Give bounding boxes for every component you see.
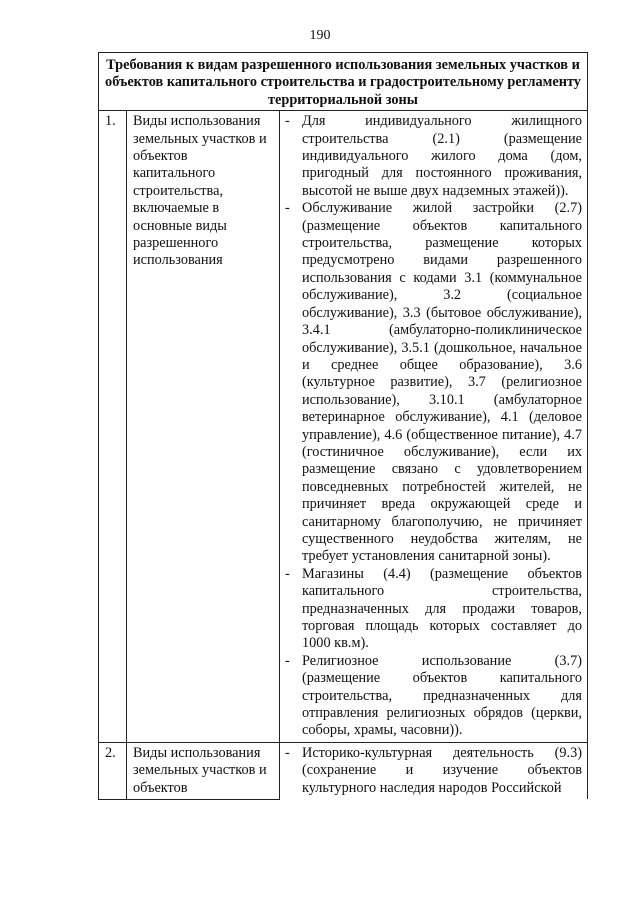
list-dash: - xyxy=(285,565,290,582)
table-title: Требования к видам разрешенного использования земельных участков и объектов капитального строительства и градостроительному регламенту территориальной зоны xyxy=(99,53,588,111)
list-item xyxy=(284,200,582,566)
table-row xyxy=(99,742,588,799)
list-dash: - xyxy=(285,200,290,217)
permitted-uses-list xyxy=(284,113,582,740)
list-dash: - xyxy=(285,113,290,130)
list-item xyxy=(284,566,582,653)
list-item-text: Обслуживание жилой застройки (2.7) (размещение объектов капитального строительства, размещение которых предусмотрено видами разрешенного использования с кодами 3.1 (коммунальное обслуживание), 3.2 (социальное обслуживание), 3.3 (бытовое обслуживание), 3.4.1 (амбулаторно-поликлиническое обслуживание), 3.5.1 (дошкольное, начальное и среднее общее образование), 3.6 (культурное развитие), 3.7 (религиозное использование), 3.10.1 (амбулаторное ветеринарное обслуживание), 4.1 (деловое управление), 4.6 (общественное питание), 4.7 (гостиничное обслуживание), если их размещение связано с удовлетворением повседневных потребностей жителей, не причиняет вреда окружающей среде и санитарному благополучию, не причиняет существенного неудобства жителям, не требует установления санитарной зоны). xyxy=(302,200,582,565)
list-item-text: Религиозное использование (3.7) (размещение объектов капитального строительства, предназначенных для отправления религиозных обрядов (церкви, соборы, храмы, часовни)). xyxy=(302,652,582,739)
row-number: 1. xyxy=(99,111,127,743)
permitted-uses-cell xyxy=(280,111,588,743)
row-number: 2. xyxy=(99,742,127,799)
list-item-text: Магазины (4.4) (размещение объектов капитального строительства, предназначенных для продажи товаров, торговая площадь которых составляет до 1000 кв.м). xyxy=(302,565,582,652)
list-item xyxy=(284,113,582,200)
list-item xyxy=(284,745,582,797)
land-use-requirements-table xyxy=(98,52,588,800)
page-number: 190 xyxy=(309,28,331,43)
permitted-uses-cell xyxy=(280,742,588,799)
table-header-row xyxy=(99,53,588,111)
permitted-uses-list xyxy=(284,745,582,797)
list-dash: - xyxy=(285,744,290,761)
list-item-text: Для индивидуального жилищного строительства (2.1) (размещение индивидуального жилого дома (дом, пригодный для постоянного проживания, высотой не выше двух надземных этажей)). xyxy=(302,113,582,199)
use-category: Виды использования земельных участков и объектов xyxy=(127,742,280,799)
use-category: Виды использования земельных участков и объектов капитального строительства, включаемые в основные виды разрешенного использования xyxy=(127,111,280,743)
list-item xyxy=(284,653,582,740)
list-item-text: Историко-культурная деятельность (9.3) (сохранение и изучение объектов культурного наследия народов Российской xyxy=(302,744,582,796)
table-row xyxy=(99,111,588,743)
list-dash: - xyxy=(285,652,290,669)
